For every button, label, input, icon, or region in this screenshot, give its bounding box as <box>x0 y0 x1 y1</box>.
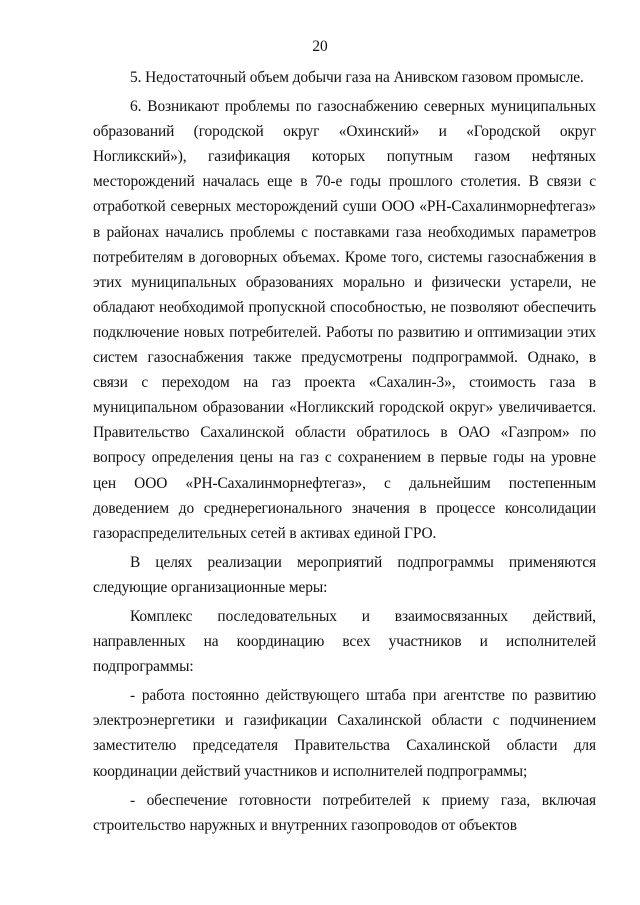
paragraph-item-6: 6. Возникают проблемы по газоснабжению северных муниципальных образований (городской округ «Охинский» и «Городской округ Ногликский»), газификация которых попутным газом нефтяных месторождений началась еще в 70-е годы прошлого столетия. В связи с отработкой северных месторождений суши ООО «РН-Сахалинморнефтегаз» в районах начались проблемы с поставками газа необходимых параметров потребителям в договорных объемах. Кроме того, системы газоснабжения в этих муниципальных образованиях морально и физически устарели, не обладают необходимой пропускной способностью, не позволяют обеспечить подключение новых потребителей. Работы по развитию и оптимизации этих систем газоснабжения также предусмотрены подпрограммой. Однако, в связи с переходом на газ проекта «Сахалин-3», стоимость газа в муниципальном образовании «Ногликский городской округ» увеличивается. Правительство Сахалинской области обратилось в ОАО «Газпром» по вопросу определения цены на газ с сохранением в первые годы на уровне цен ООО «РН-Сахалинморнефтегаз», с дальнейшим постепенным доведением до среднерегионального значения в процессе консолидации газораспределительных сетей в активах единой ГРО. <box>93 98 596 542</box>
list-item-headquarters: - работа постоянно действующего штаба при агентстве по развитию электроэнергетики и газификации Сахалинской области с подчинением заместителю председателя Правительства Сахалинской области для координации действий участников и исполнителей подпрограммы; <box>93 687 596 780</box>
document-body <box>93 65 596 838</box>
page-number: 20 <box>312 38 328 55</box>
paragraph-item-5: 5. Недостаточный объем добычи газа на Анивском газовом промысле. <box>130 69 584 86</box>
paragraph-organizational-measures: В целях реализации мероприятий подпрограммы применяются следующие организационные меры: <box>93 553 596 596</box>
paragraph-coordination-complex: Комплекс последовательных и взаимосвязанных действий, направленных на координацию всех участников и исполнителей подпрограммы: <box>93 607 596 676</box>
list-item-consumer-readiness: - обеспечение готовности потребителей к приему газа, включая строительство наружных и внутренних газопроводов от объектов <box>93 791 596 834</box>
